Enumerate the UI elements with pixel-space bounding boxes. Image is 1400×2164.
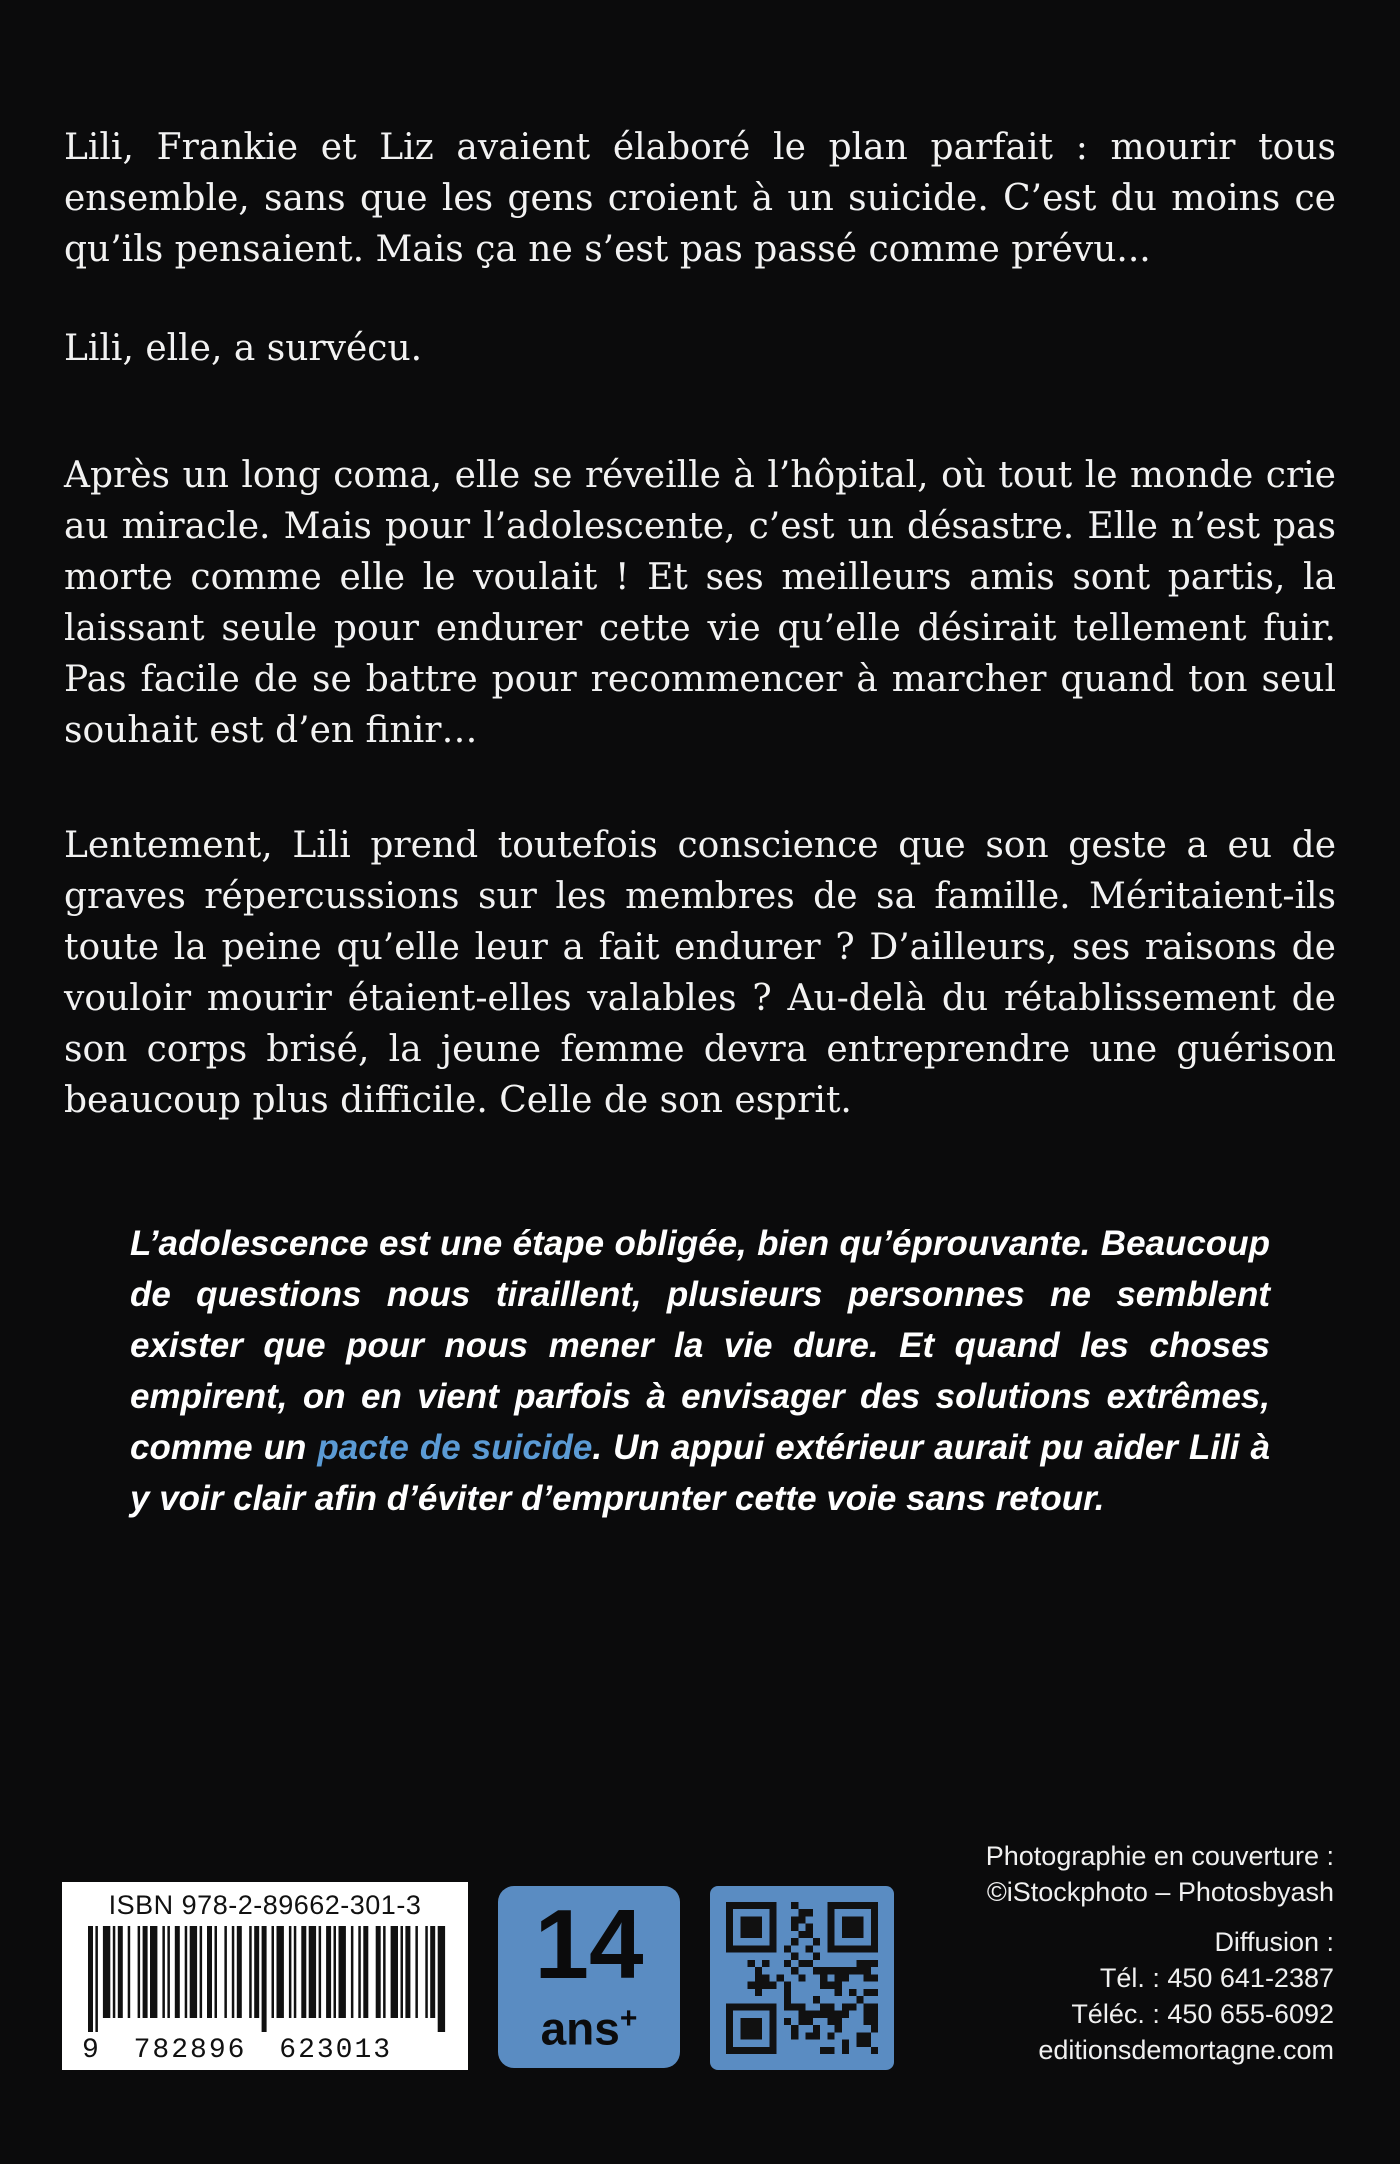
barcode-bar — [232, 1926, 235, 2018]
barcode-bar — [376, 1926, 381, 2018]
qr-module — [784, 1982, 791, 1989]
qr-module — [798, 1916, 805, 1923]
qr-module — [827, 1967, 834, 1974]
qr-module — [842, 2003, 849, 2010]
fax-number: Téléc. : 450 655-6092 — [1071, 1999, 1334, 2029]
barcode-bar — [319, 1926, 322, 2018]
qr-module — [806, 1960, 813, 1967]
barcode-bar — [138, 1926, 141, 2018]
barcode-bar — [430, 1926, 435, 2018]
qr-module — [827, 1982, 834, 1989]
qr-module — [813, 1967, 820, 1974]
qr-module — [806, 1945, 813, 1952]
barcode-bar — [95, 1926, 98, 2032]
qr-module — [762, 1960, 769, 1967]
barcode-bar — [118, 1926, 123, 2018]
synopsis-paragraph-3: Après un long coma, elle se réveille à l’hôpital, où tout le monde crie au miracle. Mais pour l’adolescente, c’est un désastre. Elle n’est pas morte comme elle le voulait ! Et ses meilleurs amis sont partis, la laissant seule pour endurer cette vie qu’elle désirait tellement fuir. Pas facile de se battre pour recommencer à marcher quand ton seul souhait est d’en finir… — [64, 455, 1336, 751]
barcode-bar — [113, 1926, 116, 2018]
barcode-bar — [175, 1926, 180, 2018]
qr-finder-inner — [740, 2018, 762, 2040]
barcode-bar — [254, 1926, 259, 2018]
qr-module — [784, 2003, 791, 2010]
barcode-bar — [185, 1926, 188, 2018]
qr-module — [835, 1967, 842, 1974]
barcode-bar — [150, 1926, 157, 2018]
quote-text-end: . Un appui extérieur aurait pu aider Lili à y voir clair afin d’éviter d’emprunter cette voie sans retour. — [130, 1428, 1271, 1518]
synopsis-paragraph-1: Lili, Frankie et Liz avaient élaboré le plan parfait : mourir tous ensemble, sans que les gens croient à un suicide. C’est du moins ce qu’ils pensaient. Mais ça ne s’est pas passé comme prévu... — [64, 127, 1336, 270]
qr-module — [864, 2032, 871, 2039]
qr-module — [849, 1967, 856, 1974]
qr-module — [762, 1974, 769, 1981]
barcode-bar — [237, 1926, 242, 2018]
barcode-bar — [294, 1926, 297, 2018]
qr-module — [864, 2003, 871, 2010]
qr-module — [864, 2018, 871, 2025]
qr-module — [813, 1953, 820, 1960]
qr-module — [856, 2032, 863, 2039]
barcode-bar — [326, 1926, 331, 2018]
qr-module — [864, 1989, 871, 1996]
barcode-bar — [309, 1926, 316, 2018]
qr-module — [806, 1909, 813, 1916]
qr-module — [813, 2032, 820, 2039]
barcode-bar — [334, 1926, 337, 2018]
barcode-bar — [358, 1926, 361, 2018]
qr-module — [813, 2025, 820, 2032]
qr-module — [827, 2047, 834, 2054]
age-unit — [498, 1994, 680, 2053]
barcode-bar — [249, 1926, 252, 2018]
qr-module — [842, 1974, 849, 1981]
barcode-bar — [162, 1926, 165, 2018]
qr-module — [798, 1909, 805, 1916]
qr-module — [755, 1967, 762, 1974]
quote-text-start: L’adolescence est une étape obligée, bien qu’éprouvante. Beaucoup de questions nous tiraillent, plusieurs personnes ne semblent exister que pour nous mener la vie dure. Et quand les choses empirent, on en vient parfois à envisager des solutions extrêmes, comme un — [130, 1224, 1270, 1467]
qr-module — [820, 2047, 827, 2054]
qr-module — [856, 1967, 863, 1974]
barcode-bar — [391, 1926, 398, 2018]
qr-module — [871, 2003, 878, 2010]
qr-module — [813, 1938, 820, 1945]
qr-module — [842, 2040, 849, 2047]
diffusion-label: Diffusion : — [1214, 1927, 1334, 1957]
isbn-label: ISBN 978-2-89662-301-3 — [108, 1890, 422, 1920]
qr-module — [798, 2003, 805, 2010]
qr-module — [762, 1982, 769, 1989]
barcode-bar — [224, 1926, 227, 2018]
barcode-bar — [383, 1926, 386, 2018]
qr-module — [849, 2003, 856, 2010]
qr-module — [856, 1996, 863, 2003]
barcode-bar — [438, 1926, 445, 2032]
qr-module — [835, 1974, 842, 1981]
barcode-bar — [88, 1926, 93, 2032]
qr-module — [755, 1982, 762, 1989]
age-rating-badge — [498, 1886, 680, 2068]
ean-left-group: 782896 — [133, 2035, 247, 2066]
qr-module — [864, 1967, 871, 1974]
qr-module — [748, 1982, 755, 1989]
qr-module — [842, 2011, 849, 2018]
barcode-bar — [272, 1926, 275, 2018]
qr-module — [798, 2011, 805, 2018]
age-unit-label: ans — [540, 2002, 620, 2055]
qr-module — [791, 1916, 798, 1923]
qr-module — [748, 1960, 755, 1967]
isbn-barcode — [62, 1882, 468, 2070]
qr-module — [871, 1974, 878, 1981]
qr-module — [791, 1938, 798, 1945]
barcode-bar — [200, 1926, 203, 2018]
phone-number: Tél. : 450 641-2387 — [1099, 1963, 1334, 1993]
qr-module — [791, 1924, 798, 1931]
qr-module — [791, 1902, 798, 1909]
qr-module — [813, 2011, 820, 2018]
qr-module — [791, 1967, 798, 1974]
qr-module — [871, 2018, 878, 2025]
barcode-bar — [277, 1926, 284, 2018]
qr-module — [871, 2025, 878, 2032]
qr-module — [806, 1924, 813, 1931]
photo-credit-label: Photographie en couverture : — [985, 1841, 1334, 1871]
qr-module — [820, 2011, 827, 2018]
qr-module — [755, 1974, 762, 1981]
barcode-bar — [405, 1926, 410, 2018]
qr-module — [791, 1953, 798, 1960]
qr-module — [806, 2018, 813, 2025]
qr-module — [835, 2025, 842, 2032]
qr-module — [784, 1989, 791, 1996]
barcode-bar — [363, 1926, 368, 2018]
qr-module — [827, 2032, 834, 2039]
qr-module — [784, 1960, 791, 1967]
qr-finder-inner — [842, 1916, 864, 1938]
barcode-bar — [301, 1926, 306, 2018]
qr-module — [864, 1974, 871, 1981]
qr-module — [798, 2018, 805, 2025]
synopsis-paragraph-4: Lentement, Lili prend toutefois conscience que son geste a eu de graves répercussions sur les membres de sa famille. Méritaient-ils toute la peine qu’elle leur a fait endurer ? D’ailleurs, ses raisons de vouloir mourir étaient-elles valables ? Au-delà du rétablissement de son corps brisé, la jeune femme devra entreprendre une guérison beaucoup plus difficile. Celle de son esprit. — [64, 825, 1336, 1121]
barcode-bar — [351, 1926, 354, 2018]
qr-module — [842, 1967, 849, 1974]
website-link[interactable]: editionsdemortagne.com — [1038, 2035, 1334, 2065]
qr-module — [806, 1931, 813, 1938]
qr-finder-inner — [740, 1916, 762, 1938]
qr-module — [835, 1982, 842, 1989]
qr-module — [827, 2003, 834, 2010]
qr-module — [820, 1967, 827, 1974]
qr-module — [856, 2040, 863, 2047]
barcode-bar — [207, 1926, 212, 2018]
barcode-bar — [103, 1926, 110, 2018]
qr-module — [849, 1989, 856, 1996]
qr-module — [755, 1989, 762, 1996]
qr-module — [827, 2018, 834, 2025]
qr-module — [827, 2011, 834, 2018]
qr-module — [871, 1960, 878, 1967]
qr-module — [835, 2011, 842, 2018]
qr-module — [864, 2040, 871, 2047]
barcode-bar — [167, 1926, 170, 2018]
barcode-icon — [82, 1926, 452, 2032]
qr-module — [835, 2018, 842, 2025]
qr-module — [864, 2011, 871, 2018]
synopsis-paragraph-2: Lili, elle, a survécu. — [64, 328, 423, 369]
qr-module — [806, 2032, 813, 2039]
credits-block — [894, 1838, 1334, 2068]
qr-module — [842, 2047, 849, 2054]
qr-module — [856, 1960, 863, 1967]
qr-module — [798, 1931, 805, 1938]
qr-module — [777, 1974, 784, 1981]
barcode-bar — [289, 1926, 292, 2018]
qr-module — [871, 2011, 878, 2018]
barcode-bar — [128, 1926, 131, 2018]
age-number: 14 — [534, 1889, 644, 1999]
barcode-bar — [190, 1926, 197, 2018]
age-plus: + — [619, 2002, 638, 2035]
barcode-bar — [401, 1926, 404, 2018]
qr-module — [798, 1960, 805, 1967]
qr-module — [820, 1974, 827, 1981]
qr-module — [864, 1960, 871, 1967]
qr-code-icon — [726, 1902, 878, 2054]
ean-digits — [82, 2035, 454, 2066]
barcode-bar — [415, 1926, 418, 2018]
qr-module — [871, 1989, 878, 1996]
qr-module — [871, 2047, 878, 2054]
qr-module — [806, 2011, 813, 2018]
qr-module — [798, 1974, 805, 1981]
qr-module — [813, 1996, 820, 2003]
qr-module — [835, 1989, 842, 1996]
barcode-bar — [143, 1926, 148, 2018]
qr-module — [784, 1945, 791, 1952]
ean-right-group: 623013 — [279, 2035, 393, 2066]
qr-module — [769, 1982, 776, 1989]
qr-module — [784, 2018, 791, 2025]
photo-credit: ©iStockphoto – Photosbyash — [986, 1877, 1334, 1907]
qr-module — [791, 2003, 798, 2010]
publisher-quote — [130, 1218, 1270, 1524]
quote-highlight: pacte de suicide — [317, 1428, 593, 1467]
qr-module — [820, 2003, 827, 2010]
barcode-bar — [339, 1926, 346, 2018]
qr-module — [791, 2032, 798, 2039]
ean-first-digit: 9 — [82, 2035, 101, 2066]
qr-module — [820, 1982, 827, 1989]
qr-code[interactable] — [710, 1886, 894, 2070]
barcode-bar — [215, 1926, 218, 2018]
qr-module — [791, 2025, 798, 2032]
barcode-bar — [425, 1926, 428, 2018]
qr-module — [784, 1996, 791, 2003]
barcode-bar — [262, 1926, 267, 2032]
